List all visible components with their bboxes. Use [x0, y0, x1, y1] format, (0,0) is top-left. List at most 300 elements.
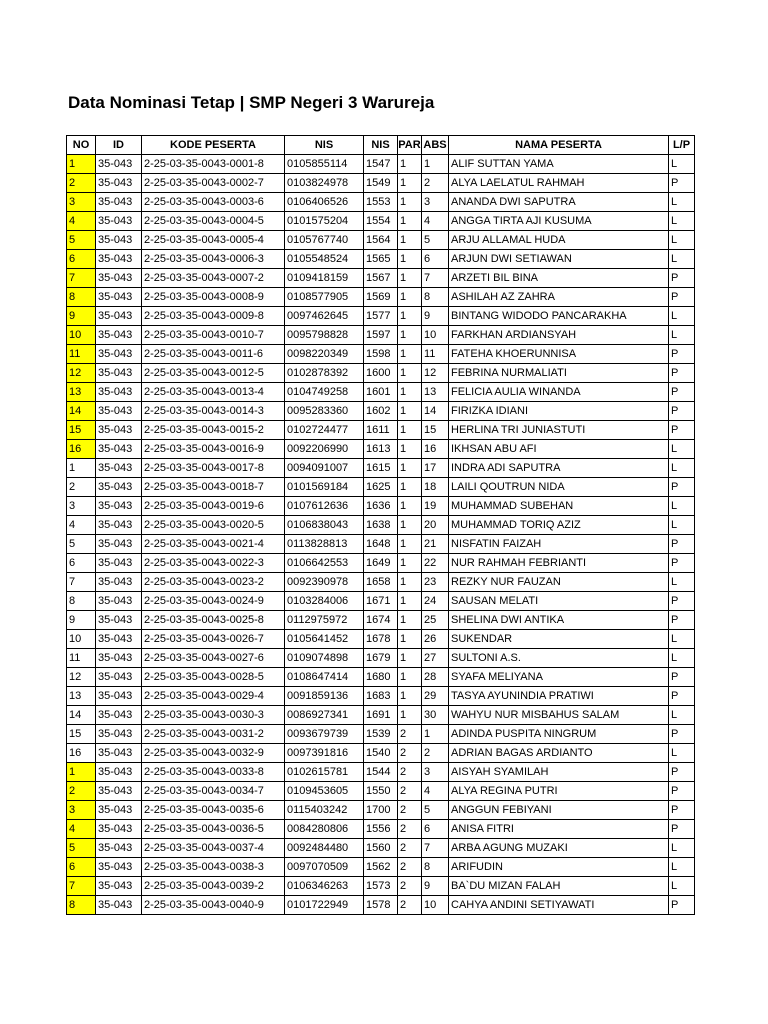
cell-lp: P	[669, 611, 695, 630]
cell-kode-peserta: 2-25-03-35-0043-0004-5	[142, 212, 285, 231]
cell-nama-peserta: FEBRINA NURMALIATI	[449, 364, 669, 383]
cell-nama-peserta: SUKENDAR	[449, 630, 669, 649]
cell-nis: 0104749258	[285, 383, 364, 402]
cell-nama-peserta: ALYA LAELATUL RAHMAH	[449, 174, 669, 193]
cell-nis: 0095798828	[285, 326, 364, 345]
cell-nis: 0102878392	[285, 364, 364, 383]
table-row	[67, 231, 695, 250]
cell-par: 2	[398, 782, 422, 801]
cell-abs: 16	[422, 440, 449, 459]
cell-nis-short: 1601	[364, 383, 398, 402]
cell-par: 1	[398, 668, 422, 687]
cell-lp: L	[669, 877, 695, 896]
cell-id: 35-043	[96, 440, 142, 459]
cell-par: 1	[398, 174, 422, 193]
cell-id: 35-043	[96, 174, 142, 193]
cell-lp: L	[669, 155, 695, 174]
cell-lp: L	[669, 497, 695, 516]
cell-kode-peserta: 2-25-03-35-0043-0003-6	[142, 193, 285, 212]
cell-nis-short: 1625	[364, 478, 398, 497]
column-header-nama-peserta: NAMA PESERTA	[449, 136, 669, 155]
cell-nis-short: 1556	[364, 820, 398, 839]
cell-nis-short: 1577	[364, 307, 398, 326]
cell-kode-peserta: 2-25-03-35-0043-0022-3	[142, 554, 285, 573]
table-header-row	[67, 136, 695, 155]
cell-nis: 0097391816	[285, 744, 364, 763]
cell-nama-peserta: NISFATIN FAIZAH	[449, 535, 669, 554]
cell-par: 1	[398, 402, 422, 421]
cell-id: 35-043	[96, 269, 142, 288]
cell-abs: 10	[422, 896, 449, 915]
cell-nama-peserta: BINTANG WIDODO PANCARAKHA	[449, 307, 669, 326]
cell-nis: 0103284006	[285, 592, 364, 611]
cell-kode-peserta: 2-25-03-35-0043-0036-5	[142, 820, 285, 839]
cell-abs: 10	[422, 326, 449, 345]
cell-abs: 3	[422, 193, 449, 212]
cell-id: 35-043	[96, 782, 142, 801]
cell-abs: 4	[422, 212, 449, 231]
table-row	[67, 858, 695, 877]
cell-no: 4	[67, 212, 96, 231]
cell-no: 8	[67, 896, 96, 915]
cell-nama-peserta: BA`DU MIZAN FALAH	[449, 877, 669, 896]
cell-nis: 0109453605	[285, 782, 364, 801]
cell-lp: P	[669, 668, 695, 687]
column-header-abs: ABS	[422, 136, 449, 155]
cell-no: 16	[67, 744, 96, 763]
cell-kode-peserta: 2-25-03-35-0043-0029-4	[142, 687, 285, 706]
cell-nis-short: 1683	[364, 687, 398, 706]
cell-lp: L	[669, 231, 695, 250]
cell-lp: L	[669, 307, 695, 326]
column-header-nis: NIS	[285, 136, 364, 155]
cell-nama-peserta: ARZETI BIL BINA	[449, 269, 669, 288]
cell-nis: 0105855114	[285, 155, 364, 174]
table-row	[67, 421, 695, 440]
table-row	[67, 364, 695, 383]
table-row	[67, 478, 695, 497]
cell-id: 35-043	[96, 668, 142, 687]
cell-nis: 0109418159	[285, 269, 364, 288]
cell-nis-short: 1547	[364, 155, 398, 174]
cell-nis-short: 1638	[364, 516, 398, 535]
cell-no: 2	[67, 478, 96, 497]
cell-par: 1	[398, 478, 422, 497]
table-row	[67, 345, 695, 364]
cell-no: 12	[67, 668, 96, 687]
cell-nis-short: 1658	[364, 573, 398, 592]
cell-no: 4	[67, 516, 96, 535]
cell-kode-peserta: 2-25-03-35-0043-0034-7	[142, 782, 285, 801]
cell-lp: P	[669, 687, 695, 706]
cell-no: 3	[67, 801, 96, 820]
cell-abs: 6	[422, 820, 449, 839]
cell-par: 2	[398, 820, 422, 839]
cell-nama-peserta: NUR RAHMAH FEBRIANTI	[449, 554, 669, 573]
cell-abs: 19	[422, 497, 449, 516]
cell-id: 35-043	[96, 896, 142, 915]
cell-no: 13	[67, 383, 96, 402]
cell-par: 1	[398, 440, 422, 459]
cell-nis: 0101722949	[285, 896, 364, 915]
cell-nis-short: 1560	[364, 839, 398, 858]
cell-lp: P	[669, 345, 695, 364]
cell-no: 8	[67, 288, 96, 307]
cell-abs: 9	[422, 307, 449, 326]
table-row	[67, 573, 695, 592]
cell-id: 35-043	[96, 212, 142, 231]
cell-par: 1	[398, 687, 422, 706]
cell-nama-peserta: ARJU ALLAMAL HUDA	[449, 231, 669, 250]
cell-id: 35-043	[96, 535, 142, 554]
cell-nis-short: 1550	[364, 782, 398, 801]
table-row	[67, 383, 695, 402]
cell-no: 14	[67, 706, 96, 725]
cell-no: 4	[67, 820, 96, 839]
cell-nama-peserta: ARBA AGUNG MUZAKI	[449, 839, 669, 858]
cell-abs: 2	[422, 744, 449, 763]
cell-nis-short: 1602	[364, 402, 398, 421]
cell-nama-peserta: ALIF SUTTAN YAMA	[449, 155, 669, 174]
cell-abs: 21	[422, 535, 449, 554]
table-row	[67, 307, 695, 326]
cell-kode-peserta: 2-25-03-35-0043-0021-4	[142, 535, 285, 554]
table-row	[67, 402, 695, 421]
cell-par: 2	[398, 763, 422, 782]
cell-no: 12	[67, 364, 96, 383]
cell-nis-short: 1613	[364, 440, 398, 459]
cell-par: 2	[398, 744, 422, 763]
cell-kode-peserta: 2-25-03-35-0043-0008-9	[142, 288, 285, 307]
cell-nis: 0106838043	[285, 516, 364, 535]
cell-abs: 11	[422, 345, 449, 364]
table-row	[67, 554, 695, 573]
cell-abs: 3	[422, 763, 449, 782]
table-row	[67, 269, 695, 288]
cell-no: 2	[67, 782, 96, 801]
table-row	[67, 630, 695, 649]
cell-par: 1	[398, 630, 422, 649]
table-row	[67, 763, 695, 782]
cell-abs: 23	[422, 573, 449, 592]
cell-nis: 0092390978	[285, 573, 364, 592]
cell-no: 11	[67, 649, 96, 668]
cell-par: 2	[398, 858, 422, 877]
cell-id: 35-043	[96, 611, 142, 630]
cell-abs: 5	[422, 231, 449, 250]
cell-kode-peserta: 2-25-03-35-0043-0012-5	[142, 364, 285, 383]
cell-lp: L	[669, 858, 695, 877]
cell-no: 7	[67, 269, 96, 288]
cell-par: 1	[398, 345, 422, 364]
cell-par: 1	[398, 592, 422, 611]
cell-nama-peserta: ADINDA PUSPITA NINGRUM	[449, 725, 669, 744]
cell-nama-peserta: REZKY NUR FAUZAN	[449, 573, 669, 592]
cell-nis: 0097462645	[285, 307, 364, 326]
cell-par: 1	[398, 459, 422, 478]
cell-id: 35-043	[96, 516, 142, 535]
cell-nis: 0107612636	[285, 497, 364, 516]
cell-kode-peserta: 2-25-03-35-0043-0032-9	[142, 744, 285, 763]
cell-lp: P	[669, 288, 695, 307]
cell-par: 2	[398, 801, 422, 820]
cell-nis: 0086927341	[285, 706, 364, 725]
cell-lp: L	[669, 706, 695, 725]
cell-kode-peserta: 2-25-03-35-0043-0026-7	[142, 630, 285, 649]
cell-nama-peserta: MUHAMMAD TORIQ AZIZ	[449, 516, 669, 535]
cell-id: 35-043	[96, 383, 142, 402]
cell-no: 16	[67, 440, 96, 459]
cell-nis: 0115403242	[285, 801, 364, 820]
cell-par: 1	[398, 649, 422, 668]
cell-no: 5	[67, 839, 96, 858]
cell-id: 35-043	[96, 345, 142, 364]
cell-nis: 0095283360	[285, 402, 364, 421]
cell-lp: P	[669, 269, 695, 288]
cell-nis-short: 1678	[364, 630, 398, 649]
cell-kode-peserta: 2-25-03-35-0043-0035-6	[142, 801, 285, 820]
cell-nama-peserta: CAHYA ANDINI SETIYAWATI	[449, 896, 669, 915]
column-header-nis-short: NIS	[364, 136, 398, 155]
cell-id: 35-043	[96, 763, 142, 782]
cell-nama-peserta: HERLINA TRI JUNIASTUTI	[449, 421, 669, 440]
table-row	[67, 649, 695, 668]
cell-nama-peserta: SHELINA DWI ANTIKA	[449, 611, 669, 630]
table-row	[67, 288, 695, 307]
cell-nis-short: 1554	[364, 212, 398, 231]
cell-abs: 28	[422, 668, 449, 687]
cell-kode-peserta: 2-25-03-35-0043-0013-4	[142, 383, 285, 402]
cell-nis: 0102615781	[285, 763, 364, 782]
cell-id: 35-043	[96, 877, 142, 896]
cell-abs: 8	[422, 288, 449, 307]
cell-no: 6	[67, 554, 96, 573]
cell-nama-peserta: ARIFUDIN	[449, 858, 669, 877]
cell-par: 1	[398, 573, 422, 592]
cell-id: 35-043	[96, 706, 142, 725]
cell-nis: 0108577905	[285, 288, 364, 307]
cell-nis-short: 1600	[364, 364, 398, 383]
cell-no: 6	[67, 858, 96, 877]
cell-lp: L	[669, 573, 695, 592]
cell-abs: 8	[422, 858, 449, 877]
cell-par: 2	[398, 896, 422, 915]
cell-nama-peserta: SYAFA MELIYANA	[449, 668, 669, 687]
cell-kode-peserta: 2-25-03-35-0043-0027-6	[142, 649, 285, 668]
cell-nama-peserta: FATEHA KHOERUNNISA	[449, 345, 669, 364]
table-row	[67, 497, 695, 516]
cell-par: 1	[398, 307, 422, 326]
cell-par: 1	[398, 516, 422, 535]
cell-nis-short: 1564	[364, 231, 398, 250]
cell-abs: 24	[422, 592, 449, 611]
cell-id: 35-043	[96, 288, 142, 307]
cell-nis-short: 1700	[364, 801, 398, 820]
cell-lp: P	[669, 725, 695, 744]
cell-kode-peserta: 2-25-03-35-0043-0010-7	[142, 326, 285, 345]
cell-id: 35-043	[96, 592, 142, 611]
cell-par: 1	[398, 421, 422, 440]
table-row	[67, 801, 695, 820]
cell-par: 1	[398, 554, 422, 573]
table-row	[67, 782, 695, 801]
cell-no: 3	[67, 193, 96, 212]
cell-par: 1	[398, 497, 422, 516]
cell-id: 35-043	[96, 193, 142, 212]
cell-id: 35-043	[96, 554, 142, 573]
cell-id: 35-043	[96, 478, 142, 497]
cell-id: 35-043	[96, 630, 142, 649]
table-row	[67, 440, 695, 459]
cell-lp: L	[669, 839, 695, 858]
table-row	[67, 706, 695, 725]
cell-abs: 9	[422, 877, 449, 896]
cell-kode-peserta: 2-25-03-35-0043-0015-2	[142, 421, 285, 440]
cell-id: 35-043	[96, 155, 142, 174]
cell-nis-short: 1648	[364, 535, 398, 554]
cell-abs: 7	[422, 269, 449, 288]
cell-nis-short: 1562	[364, 858, 398, 877]
cell-nis-short: 1553	[364, 193, 398, 212]
cell-nama-peserta: AISYAH SYAMILAH	[449, 763, 669, 782]
table-row	[67, 725, 695, 744]
cell-kode-peserta: 2-25-03-35-0043-0001-8	[142, 155, 285, 174]
cell-nis: 0092206990	[285, 440, 364, 459]
cell-nis: 0098220349	[285, 345, 364, 364]
cell-lp: P	[669, 782, 695, 801]
cell-nama-peserta: FELICIA AULIA WINANDA	[449, 383, 669, 402]
cell-id: 35-043	[96, 231, 142, 250]
cell-id: 35-043	[96, 307, 142, 326]
cell-no: 2	[67, 174, 96, 193]
cell-nis-short: 1578	[364, 896, 398, 915]
cell-lp: L	[669, 212, 695, 231]
cell-abs: 1	[422, 155, 449, 174]
cell-abs: 30	[422, 706, 449, 725]
cell-no: 13	[67, 687, 96, 706]
cell-abs: 1	[422, 725, 449, 744]
cell-id: 35-043	[96, 744, 142, 763]
cell-lp: L	[669, 250, 695, 269]
cell-nis-short: 1680	[364, 668, 398, 687]
table-row	[67, 687, 695, 706]
cell-par: 1	[398, 364, 422, 383]
cell-no: 1	[67, 155, 96, 174]
table-row	[67, 820, 695, 839]
cell-kode-peserta: 2-25-03-35-0043-0031-2	[142, 725, 285, 744]
cell-nis-short: 1671	[364, 592, 398, 611]
cell-abs: 20	[422, 516, 449, 535]
cell-nis-short: 1615	[364, 459, 398, 478]
cell-no: 9	[67, 611, 96, 630]
cell-abs: 17	[422, 459, 449, 478]
participants-table	[66, 135, 695, 915]
cell-lp: P	[669, 554, 695, 573]
cell-abs: 14	[422, 402, 449, 421]
cell-no: 7	[67, 877, 96, 896]
cell-lp: L	[669, 649, 695, 668]
cell-nis-short: 1544	[364, 763, 398, 782]
cell-abs: 15	[422, 421, 449, 440]
cell-par: 2	[398, 877, 422, 896]
cell-nama-peserta: LAILI QOUTRUN NIDA	[449, 478, 669, 497]
cell-nis: 0109074898	[285, 649, 364, 668]
table-row	[67, 326, 695, 345]
column-header-lp: L/P	[669, 136, 695, 155]
cell-lp: P	[669, 896, 695, 915]
cell-nis: 0101575204	[285, 212, 364, 231]
cell-nama-peserta: SULTONI A.S.	[449, 649, 669, 668]
cell-id: 35-043	[96, 820, 142, 839]
cell-no: 10	[67, 326, 96, 345]
cell-id: 35-043	[96, 459, 142, 478]
table-row	[67, 250, 695, 269]
cell-nis-short: 1598	[364, 345, 398, 364]
cell-lp: P	[669, 383, 695, 402]
cell-kode-peserta: 2-25-03-35-0043-0006-3	[142, 250, 285, 269]
cell-kode-peserta: 2-25-03-35-0043-0037-4	[142, 839, 285, 858]
page-title: Data Nominasi Tetap | SMP Negeri 3 Warureja	[68, 93, 435, 112]
cell-par: 1	[398, 326, 422, 345]
cell-nis: 0094091007	[285, 459, 364, 478]
cell-kode-peserta: 2-25-03-35-0043-0020-5	[142, 516, 285, 535]
cell-nama-peserta: FARKHAN ARDIANSYAH	[449, 326, 669, 345]
cell-id: 35-043	[96, 687, 142, 706]
cell-id: 35-043	[96, 421, 142, 440]
cell-nama-peserta: ARJUN DWI SETIAWAN	[449, 250, 669, 269]
cell-lp: L	[669, 516, 695, 535]
table-row	[67, 459, 695, 478]
cell-par: 1	[398, 155, 422, 174]
cell-kode-peserta: 2-25-03-35-0043-0002-7	[142, 174, 285, 193]
cell-par: 1	[398, 288, 422, 307]
cell-kode-peserta: 2-25-03-35-0043-0024-9	[142, 592, 285, 611]
cell-no: 9	[67, 307, 96, 326]
cell-id: 35-043	[96, 250, 142, 269]
cell-kode-peserta: 2-25-03-35-0043-0011-6	[142, 345, 285, 364]
cell-par: 1	[398, 706, 422, 725]
cell-par: 1	[398, 611, 422, 630]
cell-no: 15	[67, 421, 96, 440]
cell-lp: P	[669, 478, 695, 497]
cell-nis-short: 1539	[364, 725, 398, 744]
cell-nis: 0105548524	[285, 250, 364, 269]
cell-lp: P	[669, 364, 695, 383]
cell-nis: 0105767740	[285, 231, 364, 250]
cell-no: 8	[67, 592, 96, 611]
cell-nis: 0093679739	[285, 725, 364, 744]
cell-lp: L	[669, 326, 695, 345]
cell-lp: P	[669, 421, 695, 440]
cell-nis: 0102724477	[285, 421, 364, 440]
cell-abs: 6	[422, 250, 449, 269]
cell-nis: 0092484480	[285, 839, 364, 858]
column-header-no: NO	[67, 136, 96, 155]
cell-kode-peserta: 2-25-03-35-0043-0019-6	[142, 497, 285, 516]
table-row	[67, 668, 695, 687]
cell-nama-peserta: ASHILAH AZ ZAHRA	[449, 288, 669, 307]
cell-abs: 5	[422, 801, 449, 820]
table-row	[67, 611, 695, 630]
column-header-par: PAR	[398, 136, 422, 155]
cell-nis-short: 1567	[364, 269, 398, 288]
cell-no: 5	[67, 535, 96, 554]
cell-nis: 0105641452	[285, 630, 364, 649]
cell-par: 1	[398, 231, 422, 250]
cell-lp: P	[669, 801, 695, 820]
cell-nis: 0106406526	[285, 193, 364, 212]
cell-id: 35-043	[96, 326, 142, 345]
